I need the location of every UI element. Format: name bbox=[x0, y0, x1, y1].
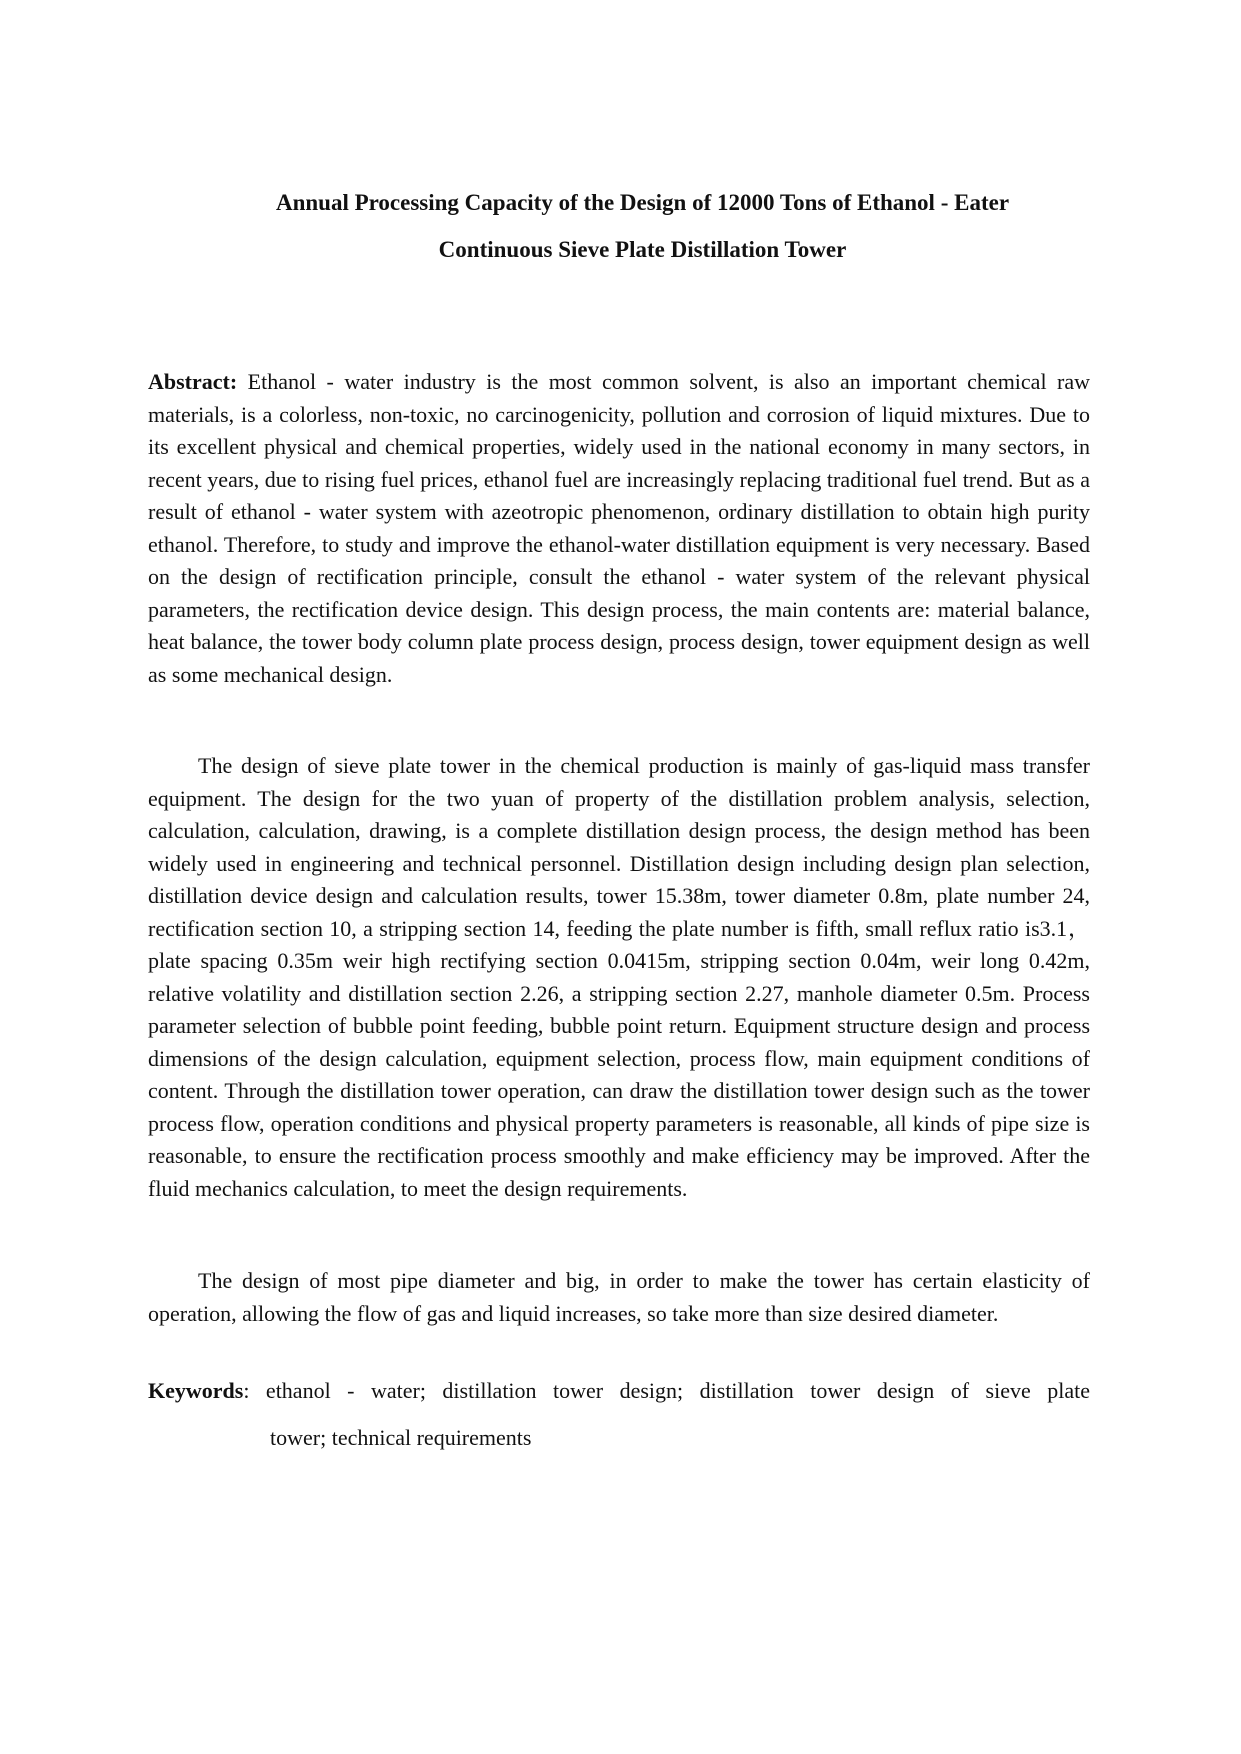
keywords-text-1: : ethanol - water; distillation tower design; distillation tower design of sieve plate bbox=[243, 1378, 1090, 1403]
body-paragraph-1: The design of sieve plate tower in the chemical production is mainly of gas-liquid mass transfer equipment. The design for the two yuan of property of the distillation problem analysis, selection, calculation, calculation, drawing, is a complete distillation design process, the design method has been widely used in engineering and technical personnel. Distillation design including design plan selection, distillation device design and calculation results, tower 15.38m, tower diameter 0.8m, plate number 24, rectification section 10, a stripping section 14, feeding the plate number is fifth, small reflux ratio is3.1， plate spacing 0.35m weir high rectifying section 0.0415m, stripping section 0.04m, weir long 0.42m, relative volatility and distillation section 2.26, a stripping section 2.27, manhole diameter 0.5m. Process parameter selection of bubble point feeding, bubble point return. Equipment structure design and process dimensions of the design calculation, equipment selection, process flow, main equipment conditions of content. Through the distillation tower operation, can draw the distillation tower design such as the tower process flow, operation conditions and physical property parameters is reasonable, all kinds of pipe size is reasonable, to ensure the rectification process smoothly and make efficiency may be improved. After the fluid mechanics calculation, to meet the design requirements. bbox=[148, 753, 1090, 1201]
keywords-line-2: tower; technical requirements bbox=[270, 1425, 532, 1450]
abstract-label: Abstract: bbox=[148, 369, 238, 394]
abstract-paragraph bbox=[148, 366, 1090, 691]
keywords-line-1 bbox=[148, 1375, 1090, 1407]
keywords-label: Keywords bbox=[148, 1378, 244, 1403]
document-title-line-1: Annual Processing Capacity of the Design of 12000 Tons of Ethanol - Eater bbox=[275, 190, 1010, 215]
abstract-text: Ethanol - water industry is the most common solvent, is also an important chemical raw materials, is a colorless, non-toxic, no carcinogenicity, pollution and corrosion of liquid mixtures. Due to its excellent physical and chemical properties, widely used in the national economy in many sectors, in recent years, due to rising fuel prices, ethanol fuel are increasingly replacing traditional fuel trend. But as a result of ethanol - water system with azeotropic phenomenon, ordinary distillation to obtain high purity ethanol. Therefore, to study and improve the ethanol-water distillation equipment is very necessary. Based on the design of rectification principle, consult the ethanol - water system of the relevant physical parameters, the rectification device design. This design process, the main contents are: material balance, heat balance, the tower body column plate process design, process design, tower equipment design as well as some mechanical design. bbox=[148, 369, 1090, 687]
document-title-line-2: Continuous Sieve Plate Distillation Tower bbox=[438, 237, 847, 262]
body-paragraph-2: The design of most pipe diameter and big, in order to make the tower has certain elasticity of operation, allowing the flow of gas and liquid increases, so take more than size desired diameter. bbox=[148, 1268, 1090, 1326]
